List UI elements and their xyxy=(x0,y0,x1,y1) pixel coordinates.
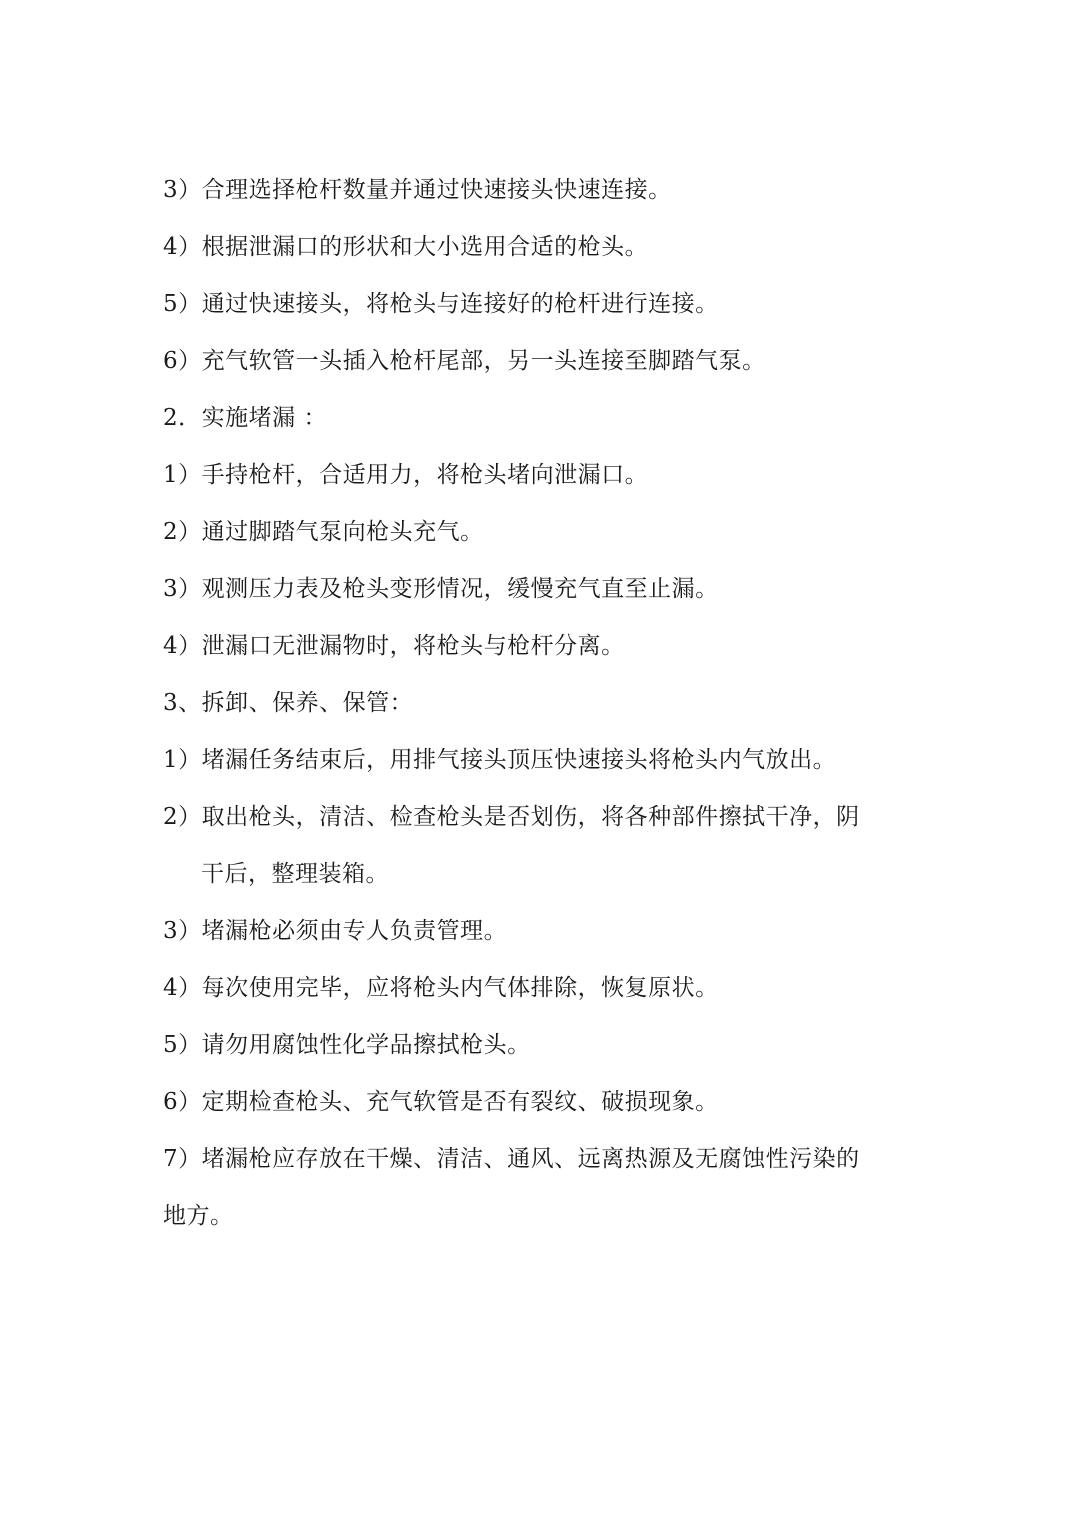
text-line: 4）每次使用完毕，应将枪头内气体排除，恢复原状。 xyxy=(163,975,719,1001)
text-line-continuation: 地方。 xyxy=(163,1203,234,1229)
section-heading: 2．实施堵漏 ： xyxy=(163,405,327,431)
text-line: 6）定期检查枪头、充气软管是否有裂纹、破损现象。 xyxy=(163,1089,719,1115)
text-line: 3）堵漏枪必须由专人负责管理。 xyxy=(163,918,508,944)
text-line: 2）通过脚踏气泵向枪头充气。 xyxy=(163,519,484,545)
text-line: 4）泄漏口无泄漏物时，将枪头与枪杆分离。 xyxy=(163,633,625,659)
text-line: 2）取出枪头，清洁、检查枪头是否划伤，将各种部件擦拭干净，阴 xyxy=(163,804,860,830)
text-line: 5）请勿用腐蚀性化学品擦拭枪头。 xyxy=(163,1032,531,1058)
text-line-continuation: 干后，整理装箱。 xyxy=(201,861,389,887)
document-body xyxy=(163,162,923,1245)
text-line: 4）根据泄漏口的形状和大小选用合适的枪头。 xyxy=(163,234,649,260)
text-line: 7）堵漏枪应存放在干燥、清洁、通风、远离热源及无腐蚀性污染的 xyxy=(163,1146,860,1172)
text-line: 3）观测压力表及枪头变形情况，缓慢充气直至止漏。 xyxy=(163,576,719,602)
text-line: 1）手持枪杆，合适用力，将枪头堵向泄漏口。 xyxy=(163,462,649,488)
text-line: 3）合理选择枪杆数量并通过快速接头快速连接。 xyxy=(163,177,672,203)
section-heading: 3、拆卸、保养、保管： xyxy=(163,690,414,716)
text-line: 1）堵漏任务结束后，用排气接头顶压快速接头将枪头内气放出。 xyxy=(163,747,837,773)
text-line: 6）充气软管一头插入枪杆尾部，另一头连接至脚踏气泵。 xyxy=(163,348,766,374)
text-line: 5）通过快速接头，将枪头与连接好的枪杆进行连接。 xyxy=(163,291,719,317)
